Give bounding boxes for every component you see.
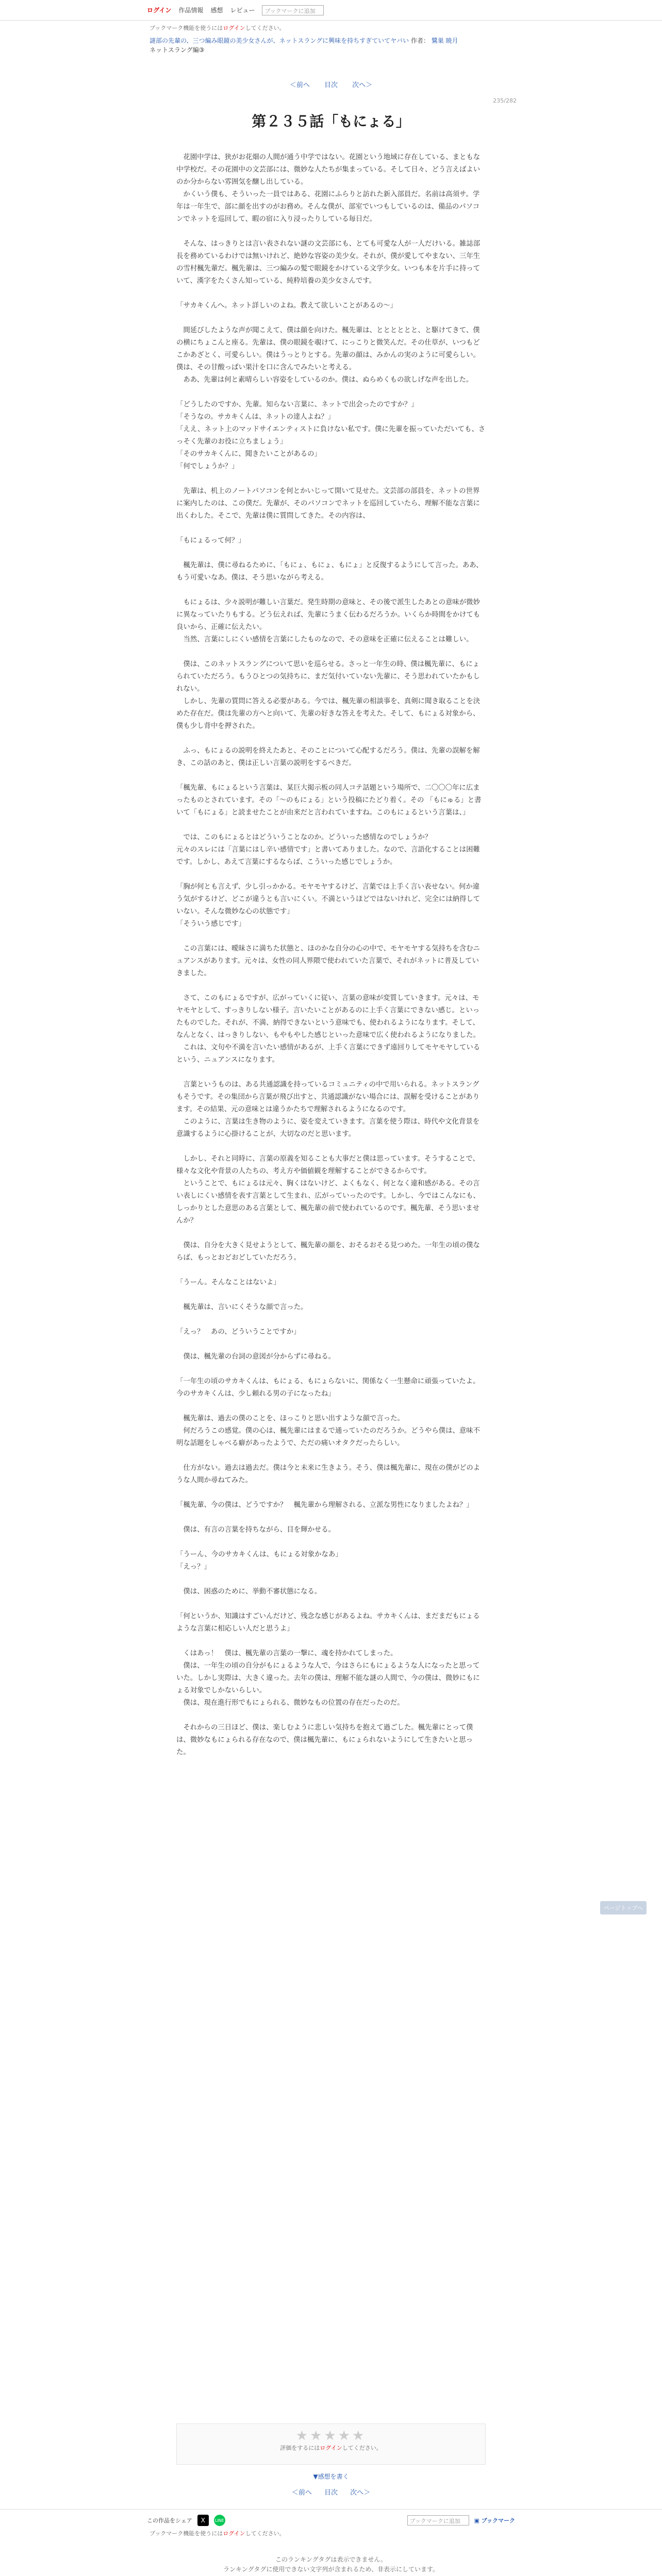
next-chapter-link[interactable]: 次へ＞ (352, 81, 373, 89)
nav-reviews[interactable]: レビュー (230, 7, 255, 14)
novel-paragraph (176, 1573, 486, 1586)
rating-box (176, 2424, 486, 2465)
line-share-icon[interactable]: LINE (214, 2515, 225, 2526)
novel-paragraph (176, 1264, 486, 1277)
bookmark-note-bottom-tail: してください。 (245, 2530, 285, 2537)
novel-paragraph: 楓先輩は、言いにくそうな顔で言った。 (176, 1303, 308, 1311)
novel-paragraph: 花園中学は、狭がお花畑の人間が通う中学ではない。花園という地域に存在している、まともな中学校だ。その花園中の文芸部には、微妙な人たちが集まっている。そして日々、どう言えばよいのか分からない雰囲気を醸し出している。 (176, 154, 481, 186)
novel-paragraph: 楓先輩は、過去の僕のことを、ほっこりと思い出すような顔で言った。 (176, 1415, 404, 1422)
novel-paragraph: 「何でしょうか？」 (176, 463, 239, 470)
novel-paragraph: これは、文句や不満を言いたい感情があるが、上手く言葉にできず遠回りしてモヤモヤしているという、ニュアンスになります。 (176, 1044, 481, 1064)
novel-paragraph (176, 473, 486, 485)
novel-paragraph: 「サカキくんへ。ネット詳しいのよね。教えて欲しいことがあるの～」 (176, 302, 397, 310)
novel-paragraph: 「ええ、ネット上のマッドサイエンティストに負けない私です。僕に先輩を振っていただいても、さっそく先輩のお役に立ちましょう」 (176, 426, 486, 446)
novel-paragraph: ということで、もにょるは元々、胸くはないけど、よくもなく、何となく違和感がある。その言い表しにくい感情を表す言葉として生まれ、広がっていったのです。しかし、今ではこんなにも、しっかりとした意思のある言葉として、楓先輩の前で使われているのです。楓先輩、そう思いませんか？ (176, 1180, 480, 1225)
nav-works-info[interactable]: 作品情報 (178, 7, 204, 14)
bookmark-note (0, 21, 662, 32)
novel-paragraph (176, 1289, 486, 1301)
ranking-note-line1: このランキングタグは表示できません。 (275, 2556, 387, 2563)
novel-paragraph (176, 1487, 486, 1499)
page-number: 235/282 (493, 97, 517, 104)
chapter-title: 第２３５話「もにょる」 (252, 113, 410, 130)
novel-paragraph (176, 1227, 486, 1240)
novel-paragraph (176, 312, 486, 325)
novel-paragraph: 「一年生の頃のサカキくんは、もにょる、もにょらないに、関係なく一生懸命に頑張っていたよ。今のサカキくんは、少し頼れる男の子になったね」 (176, 1378, 480, 1398)
novel-paragraph: ああ、先輩は何と素晴らしい容姿をしているのか。僕は、ぬらめくもの欲しげな声を出した。 (176, 376, 473, 384)
novel-paragraph (176, 733, 486, 745)
novel-paragraph: 「そのサカキくんに、聞きたいことがあるの」 (176, 450, 321, 458)
novel-paragraph: 「もにょるって何？」 (176, 537, 245, 545)
novel-paragraph: 「楓先輩、今の僕は、どうですか？ 楓先輩から理解される、立派な男性になりましたよね？」 (176, 1501, 473, 1509)
series-subtitle: ネットスラング編③ (150, 46, 205, 54)
novel-paragraph: 僕は、一年生の頃の自分がもにょるような人で、今はさらにもにょるような人になったと思っていた。しかし実際は、大きく違った。去年の僕は、理解不能な謎の人間で、今の僕は、微妙にもにょる対象でしかないらしい。 (176, 1662, 480, 1694)
bookmark-login-link[interactable]: ログイン (223, 25, 245, 31)
novel-paragraph: ふっ、もにょるの説明を終えたあと、そのことについて心配するだろう。僕は、先輩の誤解を解き、この話のあと、僕は正しい言葉の説明をするべきだ。 (176, 747, 480, 767)
novel-paragraph: 僕は、有言の言葉を持ちながら、目を輝かせる。 (176, 1526, 335, 1534)
novel-paragraph: 僕は、このネットスラングについて思いを巡らせる。さっと一年生の時、僕は楓先輩に、もにょられていただろう。もうひとつの気持ちに、まだ気付いていない先輩に、そう思われていたかもしれない。 (176, 660, 480, 693)
novel-paragraph (176, 930, 486, 943)
novel-paragraph: 僕は、現在進行形でもにょられる、微妙なもの位置の存在だったのだ。 (176, 1699, 404, 1707)
top-nav (0, 0, 662, 21)
novel-paragraph (176, 819, 486, 832)
novel-paragraph: 「うーん、今のサカキくんは、もにょる対象かなあ」 (176, 1551, 342, 1558)
bookmark-add-field-bottom[interactable]: ブックマークに追加 (407, 2515, 469, 2526)
prev-chapter-link-bottom[interactable]: ＜前へ (291, 2489, 312, 2497)
ranking-note (0, 2555, 662, 2574)
rating-note (177, 2444, 485, 2452)
novel-paragraph (176, 226, 486, 238)
novel-paragraph (176, 1536, 486, 1549)
novel-paragraph (176, 1450, 486, 1462)
novel-paragraph (176, 584, 486, 597)
share-label: この作品をシェア (147, 2517, 192, 2524)
bookmark-button[interactable]: ▣ ブックマーク (474, 2517, 515, 2524)
novel-paragraph: 元々のスレには「言葉にはし辛い感情です」と書いてありました。なので、言語化することは困難です。しかし、あえて言葉にするならば、こういった感じでしょうか。 (176, 846, 480, 866)
novel-paragraph: 仕方がない。過去は過去だ。僕は今と未来に生きよう。そう、僕は楓先輩に、現在の僕がどのような人間か尋ねてみた。 (176, 1464, 481, 1484)
series-info (0, 32, 662, 55)
chapter-nav-bottom (0, 2487, 662, 2497)
novel-paragraph: 「そういう感じです」 (176, 920, 245, 928)
novel-paragraph: 僕は、自分を大きく見せようとして、楓先輩の顔を、おそるおそる見つめた。一年生の頃の僕ならば、もっとおどおどしていただろう。 (176, 1242, 480, 1262)
bookmark-note-tail: してください。 (245, 25, 285, 31)
novel-paragraph: 「楓先輩、もにょるという言葉は、某巨大掲示板の同人コテ話題という場所で、二〇〇〇年に広まったものとされています。その「〜のもにょる」という投稿にたどり着く。その 「もにゅる」と書いて「もにょる」と読ませたことが由来だと言われていますね。このもにょるという言葉は、」 (176, 784, 482, 817)
prev-chapter-link[interactable]: ＜前へ (289, 81, 310, 89)
novel-paragraph (176, 1314, 486, 1326)
novel-paragraph: では、このもにょるとはどういうことなのか。どういった感情なのでしょうか？ (176, 834, 432, 841)
bookmark-note-bottom (0, 2526, 662, 2537)
share-bar (0, 2509, 662, 2526)
novel-paragraph (176, 1709, 486, 1722)
page-top-button[interactable]: ページトップへ (600, 1901, 647, 1914)
novel-paragraph: 間延びしたような声が聞こえて、僕は顔を向けた。楓先輩は、とととととと、と駆けてきて、僕の横にちょこんと座る。先輩は、僕の眼鏡を覗けて、にっこりと微笑んだ。その仕草が、いつもどこかあざとく、可愛らしい。僕はうっとりとする。先輩の顔は、みかんの実のように可愛らしい。僕は、その甘酸っぱい果汁を口に含んでみたいと考える。 (176, 327, 480, 371)
novel-paragraph: 僕は、楓先輩の台詞の意図が分からずに尋ねる。 (176, 1353, 335, 1361)
next-chapter-link-bottom[interactable]: 次へ＞ (350, 2489, 371, 2497)
novel-paragraph (176, 287, 486, 300)
novel-paragraph: しかし、先輩の質問に答える必要がある。今では、楓先輩の相談事を、真剣に聞き取ることを決めた存在だ。僕は先輩の方へと向いて、先輩の好きな答えを考えた。そして、もにょる対象から、僕も少し背中を押された。 (176, 698, 481, 730)
novel-paragraph: 言葉というものは、ある共通認識を持っているコミュニティの中で用いられる。ネットスラングもそうです。その集団から言葉が飛び出すと、共通認識がない場合には、誤解を受けることがあります。その結果、元の意味とは違うかたちで理解されるようになるのです。 (176, 1081, 480, 1113)
novel-paragraph: それからの三日ほど、僕は、楽しむように悲しい気持ちを抱えて過ごした。楓先輩にとって僕は、微妙なもにょられる存在なので、僕は楓先輩に、もにょられないようにして生きたいと思った。 (176, 1724, 473, 1756)
x-share-icon[interactable]: X (197, 2515, 209, 2526)
rating-stars[interactable]: ★★★★★ (295, 2428, 367, 2444)
novel-paragraph (176, 547, 486, 560)
toc-link-bottom[interactable]: 目次 (324, 2489, 338, 2497)
chapter-nav-top (0, 79, 662, 89)
novel-paragraph: くはあっ！ 僕は、楓先輩の言葉の一撃に、魂を持かれてしまった。 (176, 1650, 398, 1657)
novel-paragraph (176, 1141, 486, 1153)
novel-paragraph: 楓先輩は、僕に尋ねるために、「もにょ、もにょ、もにょ」と反復するようにして言った。ああ、もう可愛いなあ。僕は、そう思いながら考える。 (176, 562, 483, 582)
author-link[interactable]: 鷺巣 暁月 (431, 37, 458, 44)
novel-paragraph: 当然、言葉にしにくい感情を言葉にしたものなので、その意味を正確に伝えることは難しい。 (176, 636, 473, 643)
login-link[interactable]: ログイン (147, 7, 172, 14)
rating-note-text: 評価をするには (280, 2445, 320, 2451)
novel-body (176, 151, 486, 2408)
novel-paragraph: 僕は、困惑のために、挙動不審状態になる。 (176, 1588, 322, 1596)
novel-paragraph: もにょるは、少々説明が難しい言葉だ。発生時期の意味と、その後で派生したあとの意味が微妙に異なっていたりもする。どう伝えれば、先輩にうまく伝わるだろうか。いくらか時間をかけても良いから、正確に伝えたい。 (176, 599, 481, 631)
author-label: 作者： (411, 37, 430, 44)
novel-paragraph: しかし、それと同時に、言葉の原義を知ることも大事だと僕は思っています。そうすることで、様々な文化や背景の人たちの、考え方や価値観を理解することができるからです。 (176, 1155, 479, 1175)
novel-paragraph: 「えっ？」 (176, 1563, 211, 1571)
novel-paragraph (176, 1363, 486, 1376)
ranking-note-line2: ランキングタグに使用できない文字列が含まれるため、非表示にしています。 (223, 2566, 439, 2573)
write-impression-link[interactable]: ▼感想を書く (313, 2473, 349, 2480)
novel-paragraph: 「そうなの。サカキくんは、ネットの達人よね？」 (176, 413, 335, 421)
novel-paragraph: 何だろうこの感覚。僕の心は、楓先輩にはまるで通っていたのだろうか。どうやら僕は、意味不明な話題をしゃべる癖があったようで、ただの痛いオタクだったらしい。 (176, 1427, 481, 1447)
novel-paragraph (176, 646, 486, 658)
series-title-link[interactable]: 謎部の先輩の、三つ編み眼鏡の美少女さんが、ネットスラングに興味を持ちすぎていてヤバい (150, 37, 409, 44)
novel-paragraph (176, 980, 486, 992)
novel-paragraph: かくいう僕も、そういった一員ではある、花園にふらりと訪れた新入部員だ。名前は高須サ。学年は一年生で、部に顔を出すのがお務め。そんな僕が、部室でいつもしているのは、備品のパソコンでネットを巡回して、暇の宿に入り浸ったりしている毎日だ。 (176, 191, 480, 223)
novel-paragraph (176, 386, 486, 399)
novel-paragraph (176, 1598, 486, 1611)
novel-paragraph: 「うーん。そんなことはないよ」 (176, 1279, 280, 1286)
novel-paragraph: 「胸が何とも言えず、少し引っかかる。モヤモヤするけど、言葉では上手く言い表せない。何か違う気がするけど、どこが違うとも言いにくい。不満というほどではないけれど、完全には納得していない。そんな微妙な心の状態です」 (176, 883, 481, 916)
bookmark-add-field[interactable]: ブックマークに追加 (262, 5, 324, 15)
toc-link[interactable]: 目次 (324, 81, 338, 89)
novel-paragraph (176, 1338, 486, 1351)
novel-paragraph: 「えっ？ あの、どういうことですか」 (176, 1328, 301, 1336)
novel-paragraph (176, 1400, 486, 1413)
novel-paragraph (176, 1066, 486, 1079)
novel-paragraph: このように、言葉は生き物のように、姿を変えていきます。言葉を使う際は、時代や文化背景を意識するように心掛けることが、大切なのだと思います。 (176, 1118, 480, 1138)
rating-login-link[interactable]: ログイン (320, 2445, 342, 2451)
novel-paragraph: 「何というか、知識はすごいんだけど、残念な感じがあるよね。サカキくんは、まだまだもにょるような言葉に相応しい人だと思うよ」 (176, 1613, 480, 1633)
bookmark-login-link-bottom[interactable]: ログイン (223, 2530, 245, 2537)
novel-paragraph: そんな、はっきりとは言い表されない謎の文芸部にも、とても可愛な人が一人だけいる。雑誌部長を務めているわけでは無いけれど、絶妙な容姿の美少女。それが、僕が愛してやまない、三年生の雪村楓先輩だ。楓先輩は、三つ編みの髪で眼鏡をかけている文学少女。いつも本を片手に持っていて、漢字をたくさん知っている、純粋培養の美少女さんです。 (176, 240, 481, 285)
novel-paragraph (176, 1512, 486, 1524)
nav-impressions[interactable]: 感想 (210, 7, 223, 14)
novel-paragraph (176, 522, 486, 535)
bookmark-note-text: ブックマーク機能を使うには (150, 25, 223, 31)
novel-paragraph (176, 869, 486, 881)
novel-paragraph: さて、このもにょるですが、広がっていくに従い、言葉の意味が変質していきます。元々は、モヤモヤとして、すっきりしない様子。言いたいことがあるのに上手く言葉にできない感じ。といったものでした。それが、不満、納得できないという意味でも、使われるようになります。そして、なんとなく、はっきりしない、もやもやした感じといった意味で広く使われるようになりました。 (176, 994, 480, 1039)
novel-paragraph (176, 1635, 486, 1648)
novel-paragraph (176, 770, 486, 782)
novel-paragraph: 「どうしたのですか、先輩。知らない言葉に、ネットで出会ったのですか？」 (176, 401, 418, 409)
novel-paragraph: 先輩は、机上のノートパソコンを何とかいじって開いて見せた。文芸部の部員を、ネットの世界に案内したのは、この僕だ。先輩が、そのパソコンでネットを巡回していたら、理解不能な言葉に出くわした。そこで、先輩は僕に質問してきた。その内容は、 (176, 487, 480, 520)
novel-paragraph: この言葉には、曖昧さに満ちた状態と、ほのかな自分の心の中で、モヤモヤする気持ちを含むニュアンスがあります。元々は、女性の同人界隈で使われていた言葉で、それがネットに普及していきました。 (176, 945, 480, 977)
rating-note-tail: してください。 (342, 2445, 382, 2451)
bookmark-note-bottom-text: ブックマーク機能を使うには (150, 2530, 223, 2537)
